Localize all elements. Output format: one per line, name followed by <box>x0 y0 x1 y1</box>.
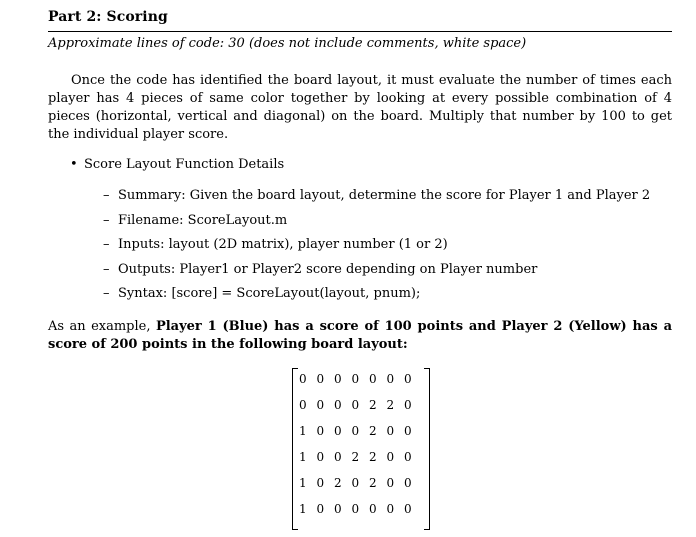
matrix-cell: 0 <box>316 398 325 412</box>
dash-icon: – <box>103 286 110 301</box>
matrix-cell: 0 <box>404 476 412 490</box>
matrix-cell: 0 <box>316 476 325 490</box>
matrix-cell: 0 <box>351 502 360 516</box>
matrix-cell: 0 <box>404 398 412 412</box>
detail-text: Filename: ScoreLayout.m <box>118 212 288 228</box>
bullet-label: Score Layout Function Details <box>84 157 285 172</box>
left-bracket <box>292 368 298 530</box>
matrix-cell: 2 <box>386 398 395 412</box>
matrix-row <box>299 423 422 439</box>
bullet-item <box>70 157 284 172</box>
right-bracket <box>424 368 430 530</box>
matrix-row <box>299 449 422 465</box>
matrix-cell: 0 <box>369 372 377 386</box>
matrix-cell: 0 <box>316 372 325 386</box>
detail-text: Summary: Given the board layout, determine the score for Player 1 and Player 2 <box>118 188 651 203</box>
detail-text: Inputs: layout (2D matrix), player number (1 or 2) <box>118 237 448 252</box>
matrix-cell: 1 <box>299 476 307 490</box>
details-list <box>103 187 650 310</box>
section-subtitle: Approximate lines of code: 30 (does not include comments, white space) <box>48 36 527 51</box>
dash-icon: – <box>103 188 110 203</box>
list-item <box>103 212 650 237</box>
matrix-cell: 0 <box>404 424 412 438</box>
matrix-cell: 0 <box>386 424 395 438</box>
matrix-cell: 0 <box>316 450 325 464</box>
matrix-row <box>299 475 422 491</box>
matrix-cell: 0 <box>334 398 342 412</box>
board-matrix <box>292 368 430 528</box>
matrix-cell: 2 <box>369 476 377 490</box>
list-item <box>103 285 650 310</box>
matrix-cell: 0 <box>334 502 342 516</box>
list-item <box>103 261 650 286</box>
matrix-cell: 0 <box>351 398 360 412</box>
matrix-cell: 0 <box>386 450 395 464</box>
matrix-cell: 0 <box>299 372 307 386</box>
matrix-cell: 2 <box>369 450 377 464</box>
matrix-cell: 0 <box>334 450 342 464</box>
matrix-row <box>299 397 422 413</box>
list-item <box>103 187 650 212</box>
bullet-icon: • <box>70 157 78 172</box>
example-paragraph <box>48 318 672 354</box>
matrix-cell: 0 <box>351 476 360 490</box>
matrix-cell: 0 <box>369 502 377 516</box>
matrix-cell: 0 <box>386 372 395 386</box>
detail-text: Outputs: Player1 or Player2 score depending on Player number <box>118 261 538 277</box>
example-lead: As an example, <box>48 319 156 334</box>
matrix-cell: 0 <box>386 502 395 516</box>
dash-icon: – <box>103 212 110 228</box>
matrix-cell: 0 <box>299 398 307 412</box>
matrix-cell: 0 <box>351 372 360 386</box>
matrix-cell: 0 <box>386 476 395 490</box>
matrix-cell: 1 <box>299 450 307 464</box>
title-rule <box>48 31 672 32</box>
matrix-cell: 0 <box>404 450 412 464</box>
matrix-cell: 2 <box>334 476 342 490</box>
matrix-cell: 2 <box>369 398 377 412</box>
matrix-cell: 1 <box>299 502 307 516</box>
example-bold: Player 1 (Blue) has a score of 100 points and Player 2 (Yellow) has a score of 200 points in the following board layout: <box>48 319 672 352</box>
matrix-cell: 2 <box>369 424 377 438</box>
matrix-row <box>299 371 422 387</box>
dash-icon: – <box>103 261 110 277</box>
detail-text: Syntax: [score] = ScoreLayout(layout, pnum); <box>118 286 421 301</box>
matrix-cell: 0 <box>316 502 325 516</box>
matrix-cell: 2 <box>351 450 360 464</box>
matrix-cell: 1 <box>299 424 307 438</box>
matrix-cell: 0 <box>404 502 412 516</box>
matrix-cell: 0 <box>334 424 342 438</box>
matrix-cell: 0 <box>404 372 412 386</box>
list-item <box>103 236 650 261</box>
intro-paragraph: Once the code has identified the board layout, it must evaluate the number of times each player has 4 pieces of same color together by looking at every possible combination of 4 pieces (horizontal, vertical and diagonal) on the board. Multiply that number by 100 to get the individual player score. <box>48 73 672 142</box>
matrix-cell: 0 <box>351 424 360 438</box>
matrix-cell: 0 <box>316 424 325 438</box>
dash-icon: – <box>103 237 110 252</box>
matrix-row <box>299 501 422 517</box>
matrix-cell: 0 <box>334 372 342 386</box>
section-title: Part 2: Scoring <box>48 9 168 25</box>
